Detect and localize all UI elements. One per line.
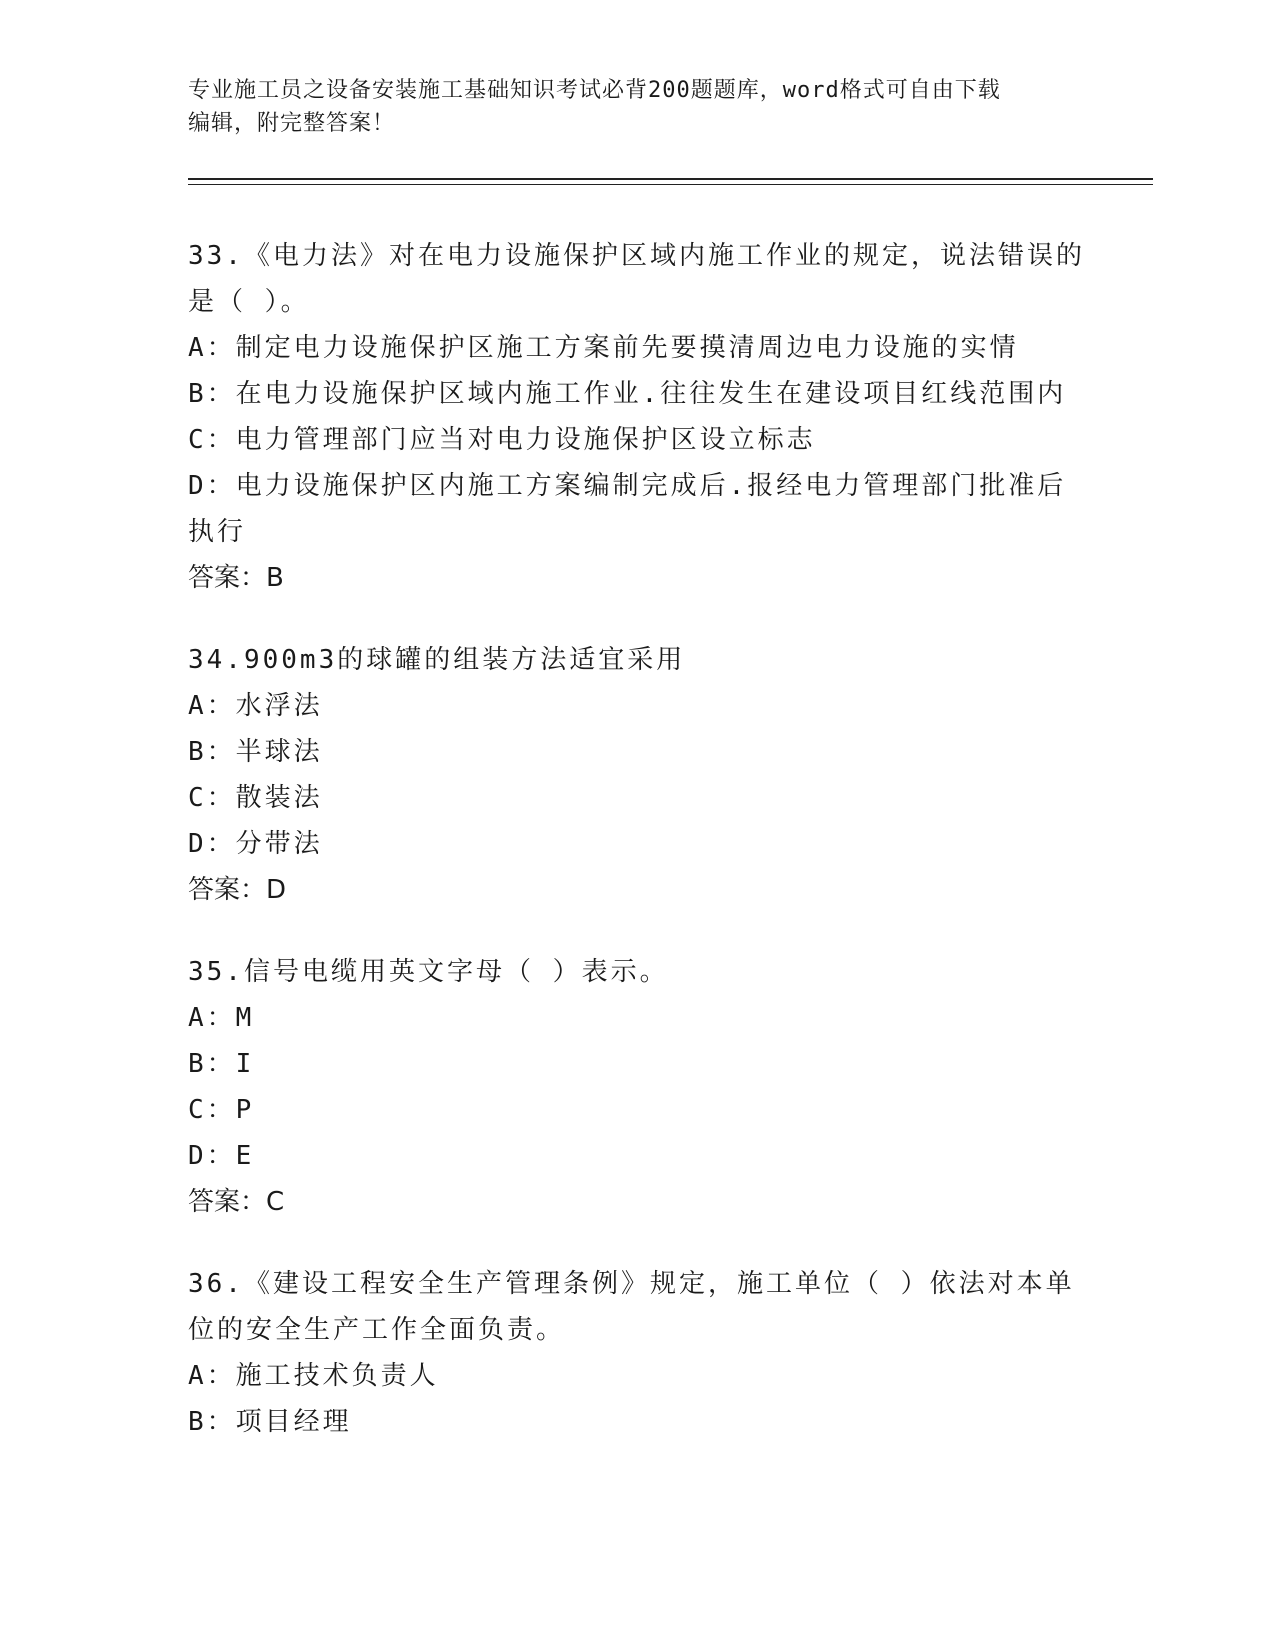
option-b: B：半球法 (188, 737, 323, 767)
option-b: B：项目经理 (188, 1407, 352, 1437)
option-b: B：I (188, 1049, 255, 1079)
header-title-line-1: 专业施工员之设备安装施工基础知识考试必背200题题库，word格式可自由下载 (188, 78, 1001, 103)
question-text-line-1: 33.《电力法》对在电力设施保护区域内施工作业的规定，说法错误的 (188, 241, 1085, 271)
answer-line: 答案：C (188, 1187, 285, 1217)
question-text-line-1: 34.900m3的球罐的组装方法适宜采用 (188, 645, 686, 675)
option-d: D：电力设施保护区内施工方案编制完成后.报经电力管理部门批准后 (188, 471, 1067, 501)
answer-line: 答案：B (188, 563, 284, 593)
question-text-line-1: 35.信号电缆用英文字母（ ）表示。 (188, 957, 669, 987)
option-c: C：电力管理部门应当对电力设施保护区设立标志 (188, 425, 816, 455)
header-divider-thick (188, 178, 1153, 180)
option-a: A：M (188, 1003, 255, 1033)
option-a: A：制定电力设施保护区施工方案前先要摸清周边电力设施的实情 (188, 333, 1019, 363)
question-35 (188, 949, 1088, 1225)
option-c: C：散装法 (188, 783, 323, 813)
question-text-line-2: 是（ ）。 (188, 287, 310, 317)
header-divider-thin (188, 184, 1153, 185)
answer-line: 答案：D (188, 875, 287, 905)
option-b: B：在电力设施保护区域内施工作业.往往发生在建设项目红线范围内 (188, 379, 1067, 409)
document-header (188, 74, 1088, 140)
question-33 (188, 233, 1088, 601)
option-c: C：P (188, 1095, 255, 1125)
question-text-line-2: 位的安全生产工作全面负责。 (188, 1315, 566, 1345)
option-d-continued: 执行 (188, 517, 247, 547)
header-title-line-2: 编辑，附完整答案！ (188, 111, 396, 136)
question-34 (188, 637, 1088, 913)
option-a: A：施工技术负责人 (188, 1361, 439, 1391)
question-36 (188, 1261, 1088, 1445)
option-d: D：E (188, 1141, 255, 1171)
question-list (188, 233, 1088, 1481)
option-d: D：分带法 (188, 829, 323, 859)
question-text-line-1: 36.《建设工程安全生产管理条例》规定，施工单位（ ）依法对本单 (188, 1269, 1075, 1299)
option-a: A：水浮法 (188, 691, 323, 721)
